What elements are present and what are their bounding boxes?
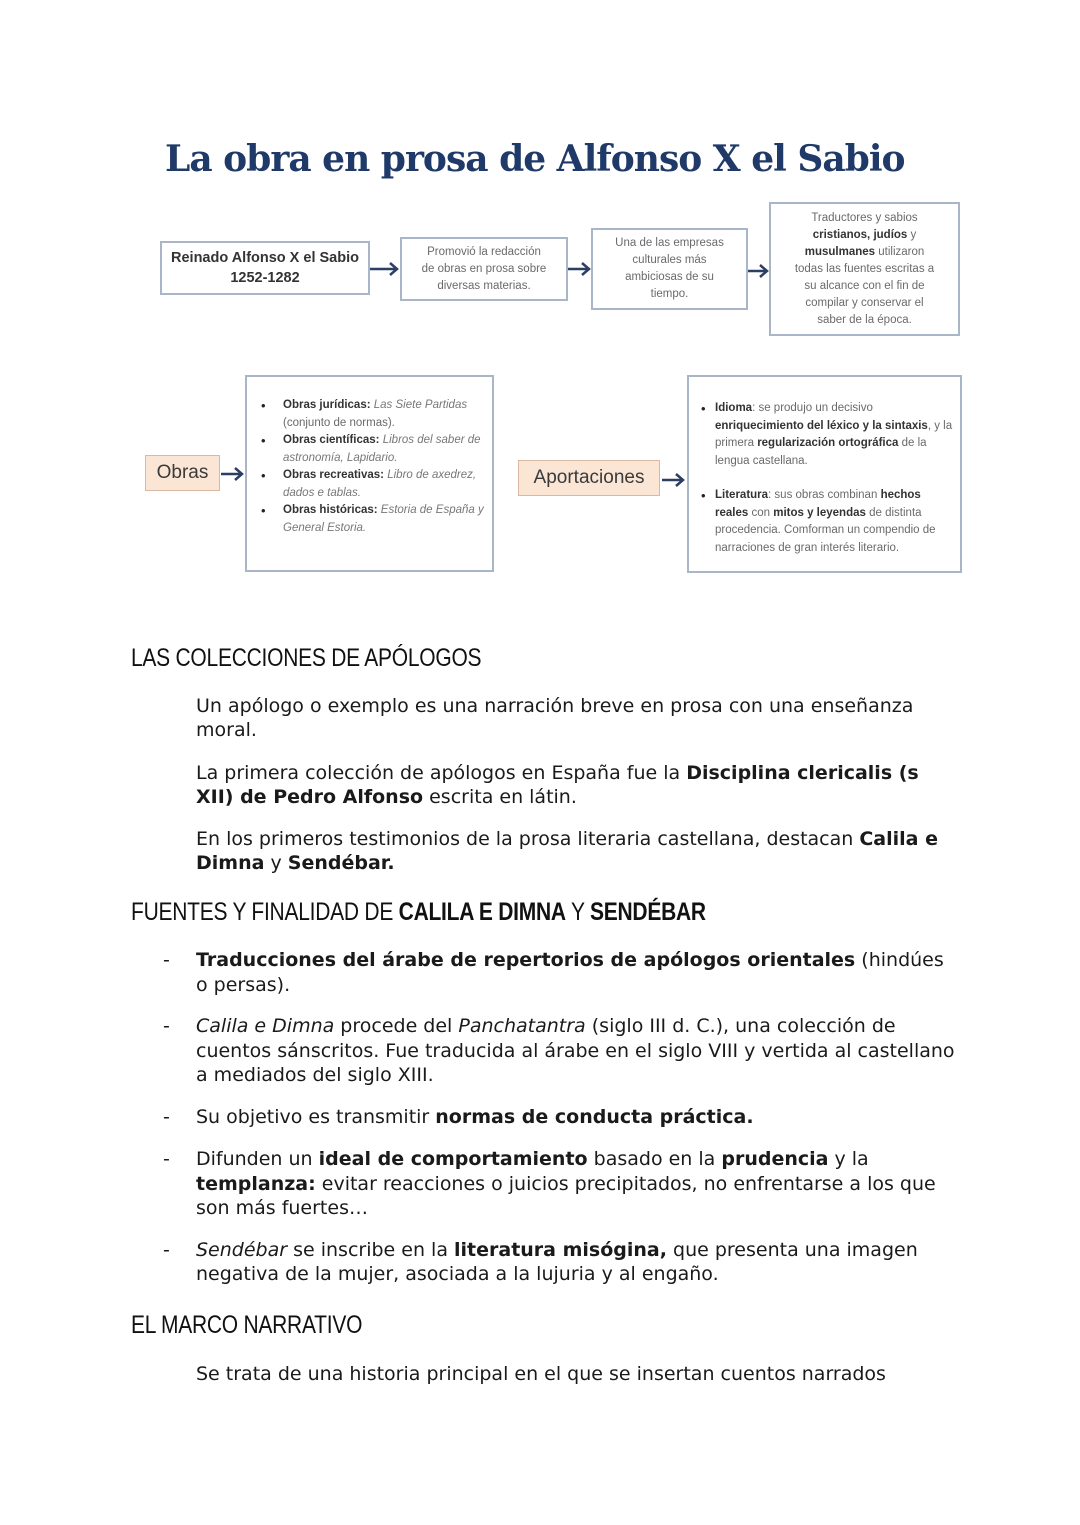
- translators-line: [813, 227, 917, 244]
- dash-bullet: -: [163, 1105, 170, 1128]
- enterprise-line: culturales más: [632, 254, 707, 266]
- paragraph: [196, 761, 956, 809]
- translators-text: utilizaron: [875, 245, 925, 258]
- translators-line: su alcance con el fin de: [804, 279, 925, 292]
- obras-list-box: [245, 375, 494, 572]
- list-item: [160, 948, 960, 997]
- obras-item-works: Libro de axedrez, dados e tablas.: [283, 469, 477, 499]
- list-item: [160, 1238, 960, 1287]
- obras-item: [255, 432, 486, 467]
- translators-bold: cristianos, judíos: [812, 228, 908, 241]
- arrow-right-icon: [662, 471, 688, 489]
- paragraph-bold: Calila e Dimna: [196, 828, 938, 874]
- obras-item: [255, 467, 486, 502]
- section-heading-fuentes: [131, 898, 706, 927]
- obras-item: [255, 502, 486, 537]
- heading-bold: SENDÉBAR: [590, 898, 706, 926]
- item-italic: Calila e Dimna: [196, 1015, 335, 1037]
- item-text: (siglo III d. C.), una colección de cuentos sánscritos. Fue traducida al árabe en el siglo VIII y vertida al castellano a mediados del siglo XIII.: [196, 1015, 955, 1086]
- item-italic: Sendébar: [196, 1238, 288, 1261]
- aport-bold: mitos y leyendas: [773, 506, 866, 519]
- aport-text: de la lengua castellana.: [715, 437, 927, 467]
- obras-item-works: Libros del saber de astronomía, Lapidario.: [283, 434, 481, 464]
- paragraph: Un apólogo o exemplo es una narración breve en prosa con una enseñanza moral.: [196, 695, 914, 741]
- aport-item-idioma: [695, 400, 956, 470]
- translators-line: [805, 244, 925, 261]
- item-text: (hindúes o persas).: [196, 949, 944, 996]
- aportaciones-list-box: [687, 375, 962, 573]
- aport-bold: enriquecimiento del léxico y la sintaxis: [715, 419, 928, 432]
- list-item: [160, 1014, 960, 1088]
- aport-bold: Literatura: [715, 489, 769, 501]
- paragraph-bold: Disciplina clericalis (s XII) de Pedro Alfonso: [196, 762, 919, 808]
- obras-item-works: Las Siete Partidas: [373, 399, 468, 411]
- item-bold: prudencia: [721, 1148, 829, 1170]
- dash-bullet: -: [163, 1238, 170, 1261]
- aport-text: : se produjo un decisivo: [752, 402, 873, 414]
- dash-bullet: -: [163, 1015, 170, 1037]
- arrow-right-icon: [221, 465, 247, 483]
- translators-bold: musulmanes: [804, 245, 876, 258]
- obras-item-title: Obras recreativas:: [283, 469, 385, 481]
- paragraph-text: escrita en látin.: [423, 786, 577, 808]
- heading-bold: CALILA E DIMNA: [398, 898, 566, 926]
- section-heading-apologos: LAS COLECCIONES DE APÓLOGOS: [131, 644, 482, 672]
- item-text: Su objetivo es transmitir: [196, 1105, 436, 1128]
- reign-box: [160, 241, 370, 295]
- obras-item-works: Estoria de España y General Estoria.: [283, 504, 484, 534]
- enterprise-line: tiempo.: [650, 288, 689, 300]
- aport-text: : sus obras combinan: [768, 489, 878, 501]
- page-title: La obra en prosa de Alfonso X el Sabio: [165, 138, 905, 180]
- paragraph-bold: Sendébar.: [287, 852, 395, 874]
- enterprise-line: ambiciosas de su: [625, 271, 714, 283]
- obras-item-title: Obras jurídicas:: [283, 399, 371, 411]
- paragraph-text: y: [264, 852, 288, 874]
- aport-text: con: [751, 506, 771, 519]
- list-item: [160, 1147, 960, 1221]
- translators-line: saber de la época.: [817, 313, 912, 326]
- section-heading-marco: EL MARCO NARRATIVO: [131, 1311, 363, 1339]
- arrow-right-icon: [748, 262, 772, 280]
- heading-text: FUENTES Y FINALIDAD DE: [131, 898, 399, 926]
- translators-box: [769, 202, 960, 336]
- reign-years: 1252-1282: [230, 270, 300, 286]
- reign-name: Reinado Alfonso X el Sabio: [171, 250, 359, 266]
- promote-line: diversas materias.: [437, 279, 531, 292]
- aport-text: , y la primera: [715, 419, 953, 449]
- item-bold: ideal de comportamiento: [318, 1148, 588, 1170]
- arrow-right-icon: [370, 260, 402, 278]
- promote-box: [400, 237, 568, 301]
- arrow-right-icon: [568, 260, 594, 278]
- item-text: que presenta una imagen negativa de la mujer, asociada a la lujuria y al engaño.: [196, 1238, 918, 1285]
- enterprise-box: [591, 228, 748, 310]
- dash-bullet: -: [163, 949, 170, 971]
- item-bold: templanza:: [196, 1172, 316, 1195]
- dash-bullet: -: [163, 1148, 170, 1170]
- translators-line: compilar y conservar el: [805, 296, 924, 309]
- aport-item-literatura: [695, 487, 956, 557]
- aportaciones-label: Aportaciones: [518, 460, 660, 496]
- list-item: [160, 1105, 960, 1130]
- aport-bold: regularización ortográfica: [757, 437, 899, 449]
- translators-text: y: [907, 228, 917, 241]
- obras-item: [255, 397, 486, 432]
- paragraph-text: En los primeros testimonios de la prosa literaria castellana, destacan: [196, 828, 860, 850]
- heading-text: Y: [565, 898, 591, 926]
- promote-line: de obras en prosa sobre: [421, 262, 547, 275]
- promote-line: Promovió la redacción: [427, 245, 541, 258]
- obras-item-note: (conjunto de normas).: [283, 416, 395, 429]
- paragraph-text: La primera colección de apólogos en España fue la: [196, 762, 687, 784]
- item-text: basado en la: [587, 1148, 722, 1170]
- obras-label: Obras: [145, 455, 220, 491]
- item-text: evitar reacciones o juicios precipitados, no enfrentarse a los que son más fuertes…: [196, 1172, 936, 1219]
- item-text: se inscribe en la: [287, 1238, 455, 1261]
- item-text: y la: [828, 1148, 869, 1170]
- translators-line: todas las fuentes escritas a: [794, 262, 935, 275]
- aport-text: de distinta procedencia. Comforman un compendio de narraciones de gran interés literario.: [715, 506, 936, 554]
- paragraph: Se trata de una historia principal en el que se insertan cuentos narrados: [196, 1363, 886, 1385]
- fuentes-list: [160, 948, 960, 1305]
- aport-bold: Idioma: [715, 402, 753, 414]
- obras-item-title: Obras científicas:: [283, 434, 380, 446]
- item-bold: normas de conducta práctica.: [435, 1105, 754, 1128]
- item-text: procede del: [334, 1015, 459, 1037]
- enterprise-line: Una de las empresas: [615, 237, 724, 249]
- item-text: Difunden un: [196, 1148, 319, 1170]
- aport-bold: hechos reales: [715, 489, 921, 519]
- item-bold: literatura misógina,: [454, 1238, 667, 1261]
- paragraph: [196, 827, 956, 875]
- translators-line: Traductores y sabios: [811, 211, 918, 224]
- obras-item-title: Obras históricas:: [283, 504, 378, 516]
- item-bold: Traducciones del árabe de repertorios de apólogos orientales: [196, 949, 856, 971]
- item-italic: Panchatantra: [458, 1015, 586, 1037]
